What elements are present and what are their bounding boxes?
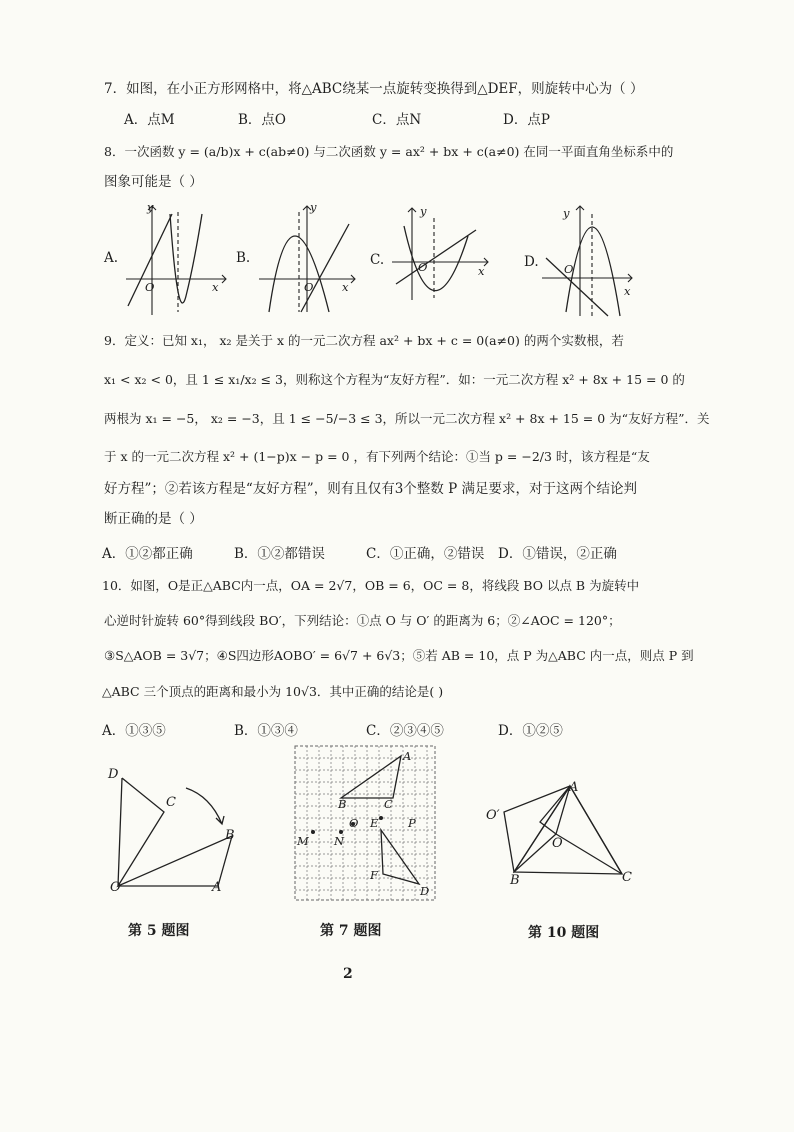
- fig7-label-f: F: [370, 868, 378, 882]
- q9-option-a: A．①②都正确: [102, 546, 193, 562]
- fig5-label-o: O: [110, 880, 121, 895]
- q9-option-c: C．①正确，②错误: [366, 546, 485, 562]
- q8-graph-c: [390, 200, 500, 320]
- fig7-label-a: A: [403, 749, 412, 763]
- q7-option-a: A．点M: [124, 112, 175, 128]
- fig10-label-b: B: [510, 873, 520, 888]
- page-number: 2: [343, 966, 353, 982]
- q8-a-origin-label: O: [145, 280, 155, 294]
- fig7-caption: 第 7 题图: [320, 923, 382, 939]
- q8-b-origin-label: O: [304, 280, 314, 294]
- q8-graph-a: [122, 200, 232, 320]
- fig5-caption: 第 5 题图: [128, 923, 190, 939]
- q10-option-d: D．①②⑤: [498, 723, 563, 739]
- q10-line1: 10．如图，O是正△ABC内一点，OA = 2√7，OB = 6，OC = 8，将线段 BO 以点 B 为旋转中: [102, 578, 640, 593]
- q8-b-y-label: y: [310, 200, 317, 214]
- q8-graph-d: [540, 200, 650, 320]
- q8-c-y-label: y: [420, 204, 427, 218]
- q10-option-c: C．②③④⑤: [366, 723, 444, 739]
- q8-graph-b-letter: B.: [236, 250, 251, 266]
- fig7-label-m: M: [297, 834, 309, 848]
- q8-a-x-label: x: [212, 280, 219, 294]
- q8-graph-b: [255, 200, 365, 320]
- fig10-label-o-prime: O′: [486, 808, 500, 823]
- q8-c-x-label: x: [478, 264, 485, 278]
- q10-line4: △ABC 三个顶点的距离和最小为 10√3．其中正确的结论是( ): [102, 684, 444, 699]
- q7-option-c: C．点N: [372, 112, 422, 128]
- fig7-label-n: N: [334, 834, 345, 848]
- fig10-caption: 第 10 题图: [528, 925, 600, 941]
- q9-line3: 两根为 x₁ = −5， x₂ = −3，且 1 ≤ −5/−3 ≤ 3，所以一元二次方程 x² + 8x + 15 = 0 为“友好方程”．关: [104, 411, 710, 426]
- fig7-label-c: C: [384, 797, 393, 811]
- fig7-label-e: E: [370, 816, 379, 830]
- fig10-label-a: A: [569, 780, 579, 795]
- fig10-label-o: O: [552, 836, 563, 851]
- fig5-label-b: B: [225, 828, 235, 843]
- q10-option-b: B．①③④: [234, 723, 298, 739]
- q10-line3: ③S△AOB = 3√7；④S四边形AOBO′ = 6√7 + 6√3；⑤若 AB = 10，点 P 为△ABC 内一点，则点 P 到: [104, 648, 694, 663]
- q8-c-origin-label: O: [418, 260, 428, 274]
- q8-d-y-label: y: [563, 206, 570, 220]
- q8-d-origin-label: O: [564, 262, 574, 276]
- q10-option-a: A．①③⑤: [102, 723, 166, 739]
- q9-line4: 于 x 的一元二次方程 x² + (1−p)x − p = 0 ，有下列两个结论：①当 p = −2/3 时，该方程是“友: [104, 449, 650, 464]
- q10-line2: 心逆时针旋转 60°得到线段 BO′，下列结论：①点 O 与 O′ 的距离为 6；②∠AOC = 120°；: [104, 613, 621, 628]
- fig5-label-a: A: [212, 880, 222, 895]
- q9-line6: 断正确的是（ ）: [104, 511, 203, 527]
- q9-line5: 好方程”；②若该方程是“友好方程”，则有且仅有3个整数 P 满足要求，对于这两个结论判: [104, 481, 637, 497]
- fig7-label-d: D: [420, 884, 430, 898]
- q8-stem-line1: 8．一次函数 y = (a/b)x + c(ab≠0) 与二次函数 y = ax² + bx + c(a≠0) 在同一平面直角坐标系中的: [104, 144, 674, 159]
- q8-graph-c-letter: C.: [370, 252, 385, 268]
- q8-d-x-label: x: [624, 284, 631, 298]
- q8-stem-line2: 图象可能是（ ）: [104, 174, 203, 190]
- fig5-label-d: D: [108, 767, 119, 782]
- q9-option-d: D．①错误，②正确: [498, 546, 617, 562]
- q8-b-x-label: x: [342, 280, 349, 294]
- q9-line1: 9．定义：已知 x₁， x₂ 是关于 x 的一元二次方程 ax² + bx + c = 0(a≠0) 的两个实数根，若: [104, 333, 624, 348]
- fig7-label-o: O: [349, 816, 359, 830]
- q9-option-b: B．①②都错误: [234, 546, 325, 562]
- q7-stem: 7．如图，在小正方形网格中，将△ABC绕某一点旋转变换得到△DEF，则旋转中心为（ ）: [104, 81, 644, 97]
- fig7-label-p: P: [408, 816, 416, 830]
- fig7-label-b: B: [338, 797, 347, 811]
- q8-graph-a-letter: A.: [104, 250, 119, 266]
- fig5-label-c: C: [166, 795, 176, 810]
- q8-a-y-label: y: [147, 200, 154, 214]
- fig10-label-c: C: [622, 870, 632, 885]
- q9-line2: x₁ < x₂ < 0，且 1 ≤ x₁/x₂ ≤ 3，则称这个方程为“友好方程”．如：一元二次方程 x² + 8x + 15 = 0 的: [104, 372, 685, 387]
- q7-option-d: D．点P: [503, 112, 550, 128]
- q7-option-b: B．点O: [238, 112, 286, 128]
- q8-graph-d-letter: D.: [524, 254, 539, 270]
